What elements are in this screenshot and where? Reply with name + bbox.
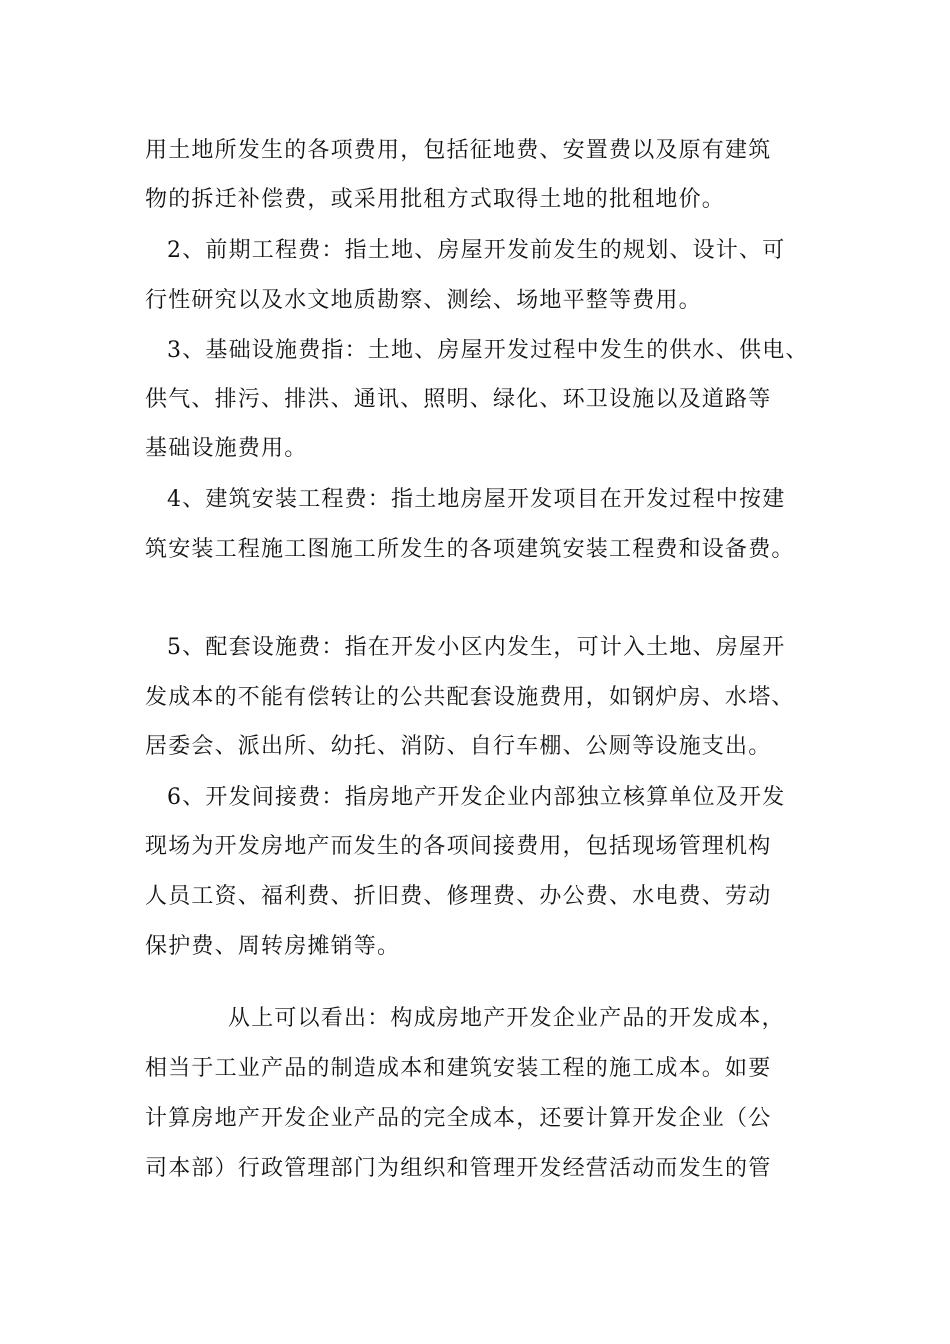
text-line: 人员工资、福利费、折旧费、修理费、办公费、水电费、劳动 — [145, 884, 772, 909]
text-line: 居委会、派出所、幼托、消防、自行车棚、公厕等设施支出。 — [145, 734, 772, 759]
text-line: 基础设施费用。 — [145, 436, 308, 461]
text-line: 3、基础设施费指：土地、房屋开发过程中发生的供水、供电、 — [167, 338, 809, 363]
text-line: 6、开发间接费：指房地产开发企业内部独立核算单位及开发 — [167, 785, 786, 810]
text-line: 供气、排污、排洪、通讯、照明、绿化、环卫设施以及道路等 — [145, 387, 772, 412]
text-line: 保护费、周转房摊销等。 — [145, 934, 401, 959]
text-line: 4、建筑安装工程费：指土地房屋开发项目在开发过程中按建 — [167, 487, 786, 512]
text-line: 2、前期工程费：指土地、房屋开发前发生的规划、设计、可 — [167, 238, 786, 263]
text-line: 从上可以看出：构成房地产开发企业产品的开发成本， — [228, 1006, 785, 1031]
text-line: 用土地所发生的各项费用，包括征地费、安置费以及原有建筑 — [145, 138, 772, 163]
text-line: 发成本的不能有偿转让的公共配套设施费用，如钢炉房、水塔、 — [145, 685, 795, 710]
text-line: 筑安装工程施工图施工所发生的各项建筑安装工程费和设备费。 — [145, 537, 795, 562]
text-line: 现场为开发房地产而发生的各项间接费用，包括现场管理机构 — [145, 834, 772, 859]
text-line: 相当于工业产品的制造成本和建筑安装工程的施工成本。如要 — [145, 1056, 772, 1081]
text-line: 计算房地产开发企业产品的完全成本，还要计算开发企业（公 — [145, 1106, 772, 1131]
text-line: 5、配套设施费：指在开发小区内发生，可计入土地、房屋开 — [167, 635, 786, 660]
text-line: 物的拆迁补偿费，或采用批租方式取得土地的批租地价。 — [145, 187, 726, 212]
text-line: 司本部）行政管理部门为组织和管理开发经营活动而发生的管 — [145, 1156, 772, 1181]
text-line: 行性研究以及水文地质勘察、测绘、场地平整等费用。 — [145, 288, 702, 313]
